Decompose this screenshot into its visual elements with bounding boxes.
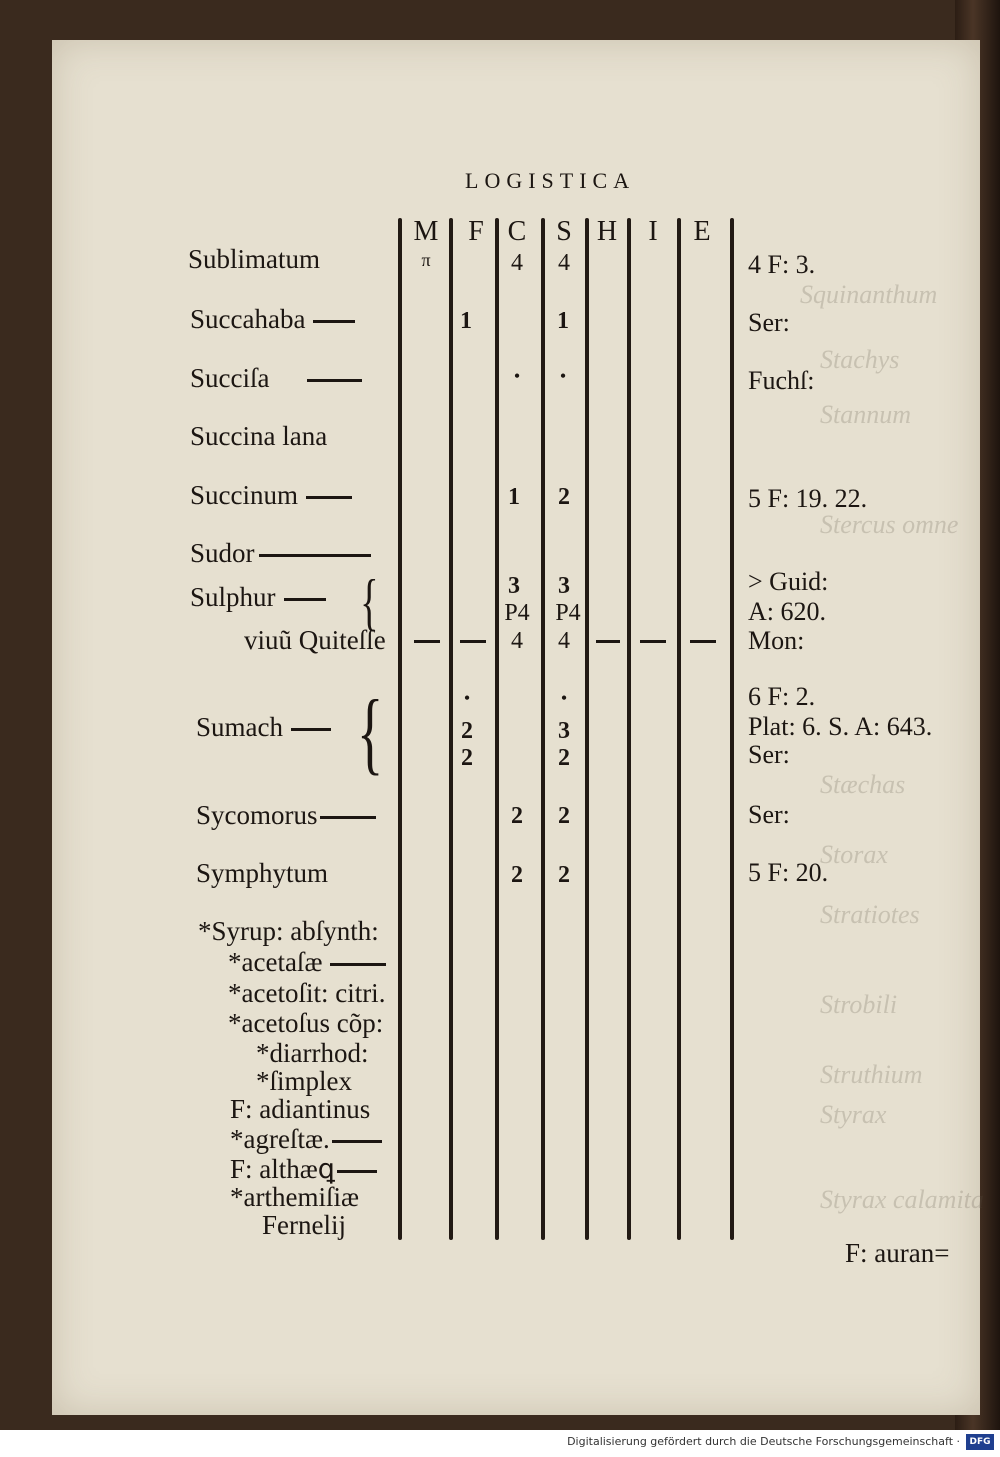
table-cell: π [421, 250, 431, 270]
bleed-through: Squinanthum [800, 280, 938, 309]
row-dash [414, 640, 440, 643]
table-cell: 1 [460, 308, 472, 334]
row-label-succisa: Succiſa [190, 363, 362, 394]
reference: 5 F: 20. [748, 858, 829, 887]
syrup-entry: *agreſtæ. [230, 1124, 382, 1155]
column-rule [585, 218, 589, 1240]
bleed-through: Strobili [820, 990, 898, 1019]
reference: Fuchſ: [748, 366, 815, 395]
row-dash [690, 640, 716, 643]
syrup-entry: *ſimplex [256, 1066, 352, 1096]
brace: { [360, 566, 379, 637]
bleed-through: Stercus omne [820, 510, 959, 539]
reference: 6 F: 2. [748, 682, 816, 711]
reference: A: 620. [748, 597, 826, 626]
table-cell: P4 [504, 600, 530, 626]
syrup-entry: Fernelij [262, 1210, 346, 1240]
bleed-through: Stæchas [820, 770, 906, 799]
table-cell: 2 [461, 745, 473, 771]
column-header-e: E [693, 216, 711, 247]
table-cell: 3 [508, 573, 520, 599]
syrup-entry: F: adiantinus [230, 1094, 371, 1124]
column-header-i: I [648, 216, 658, 247]
table-cell: 4 [511, 250, 523, 276]
reference: 4 F: 3. [748, 250, 816, 279]
row-label-symphytum: Symphytum [196, 858, 329, 888]
column-rule [730, 218, 734, 1240]
column-header-c: C [507, 216, 527, 247]
reference: 5 F: 19. 22. [748, 484, 868, 513]
row-dash [460, 640, 486, 643]
bleed-through: Struthium [820, 1060, 923, 1089]
bleed-through: Storax [820, 840, 888, 869]
table-cell: 1 [557, 308, 569, 334]
table-cell: 3 [558, 573, 570, 599]
row-label-sulphur: Sulphur [190, 582, 326, 613]
column-header-h: H [596, 216, 618, 247]
column-rule [677, 218, 681, 1240]
table-cell: 2 [511, 803, 523, 829]
syrup-entry: *acetaſæ [228, 947, 386, 978]
table-cell: 1 [508, 484, 520, 510]
reference: Mon: [748, 626, 805, 655]
table-cell: 2 [461, 718, 473, 744]
table-cell: 2 [558, 745, 570, 771]
table-cell: 2 [558, 803, 570, 829]
row-label-viuu-quitesse: viuũ Quiteſſe [244, 625, 386, 655]
row-dash [596, 640, 620, 643]
footer-bar [0, 1430, 1000, 1457]
row-label-sycomorus: Sycomorus [196, 800, 376, 831]
column-header-f: F [468, 216, 484, 247]
syrup-entry: *acetoſit: citri. [228, 978, 386, 1008]
reference: Plat: 6. S. A: 643. [748, 712, 933, 741]
bleed-through: Styrax [820, 1100, 887, 1129]
row-label-sudor: Sudor [190, 538, 371, 569]
dfg-logo: DFG [966, 1434, 994, 1450]
catchword: F: auran= [845, 1238, 950, 1268]
table-cell: • [561, 690, 567, 707]
table-cell: P4 [555, 600, 581, 626]
syrup-entry: *arthemiſiæ [230, 1182, 359, 1212]
reference: Ser: [748, 308, 790, 337]
row-label-succina-lana: Succina lana [190, 421, 328, 451]
bleed-through: Styrax calamita [820, 1185, 984, 1214]
row-label-sumach: Sumach [196, 712, 331, 743]
reference: > Guid: [748, 567, 829, 596]
page-title: LOGISTICA [465, 168, 636, 193]
table-cell: 4 [558, 628, 570, 654]
syrup-entry: *acetoſus cõp: [228, 1008, 384, 1038]
column-header-s: S [556, 216, 572, 247]
column-rule [398, 218, 402, 1240]
row-dash [640, 640, 666, 643]
table-cell: 3 [558, 718, 570, 744]
row-label-sublimatum: Sublimatum [188, 244, 321, 274]
bleed-through: Stachys [820, 345, 900, 374]
syrup-entry: F: althæꝗ [230, 1154, 377, 1185]
table-cell: • [464, 690, 470, 707]
bleed-through: Stannum [820, 400, 911, 429]
table-cell: 4 [558, 250, 570, 276]
reference: Ser: [748, 740, 790, 769]
row-label-succinum: Succinum [190, 480, 352, 511]
syrup-entry: *Syrup: abſynth: [198, 916, 379, 946]
brace: { [356, 681, 384, 783]
table-cell: 2 [558, 862, 570, 888]
column-rule [627, 218, 631, 1240]
syrup-entry: *diarrhod: [256, 1038, 369, 1068]
table-cell: 2 [558, 484, 570, 510]
column-header-m: M [413, 216, 439, 247]
table-cell: • [514, 368, 520, 385]
table-cell: 2 [511, 862, 523, 888]
reference: Ser: [748, 800, 790, 829]
table-cell: 4 [511, 628, 523, 654]
bleed-through: Stratiotes [820, 900, 920, 929]
table-cell: • [560, 368, 566, 385]
footer-credit: Digitalisierung gefördert durch die Deutsche Forschungsgemeinschaft · [567, 1435, 960, 1448]
row-label-succahaba: Succahaba [190, 304, 355, 335]
